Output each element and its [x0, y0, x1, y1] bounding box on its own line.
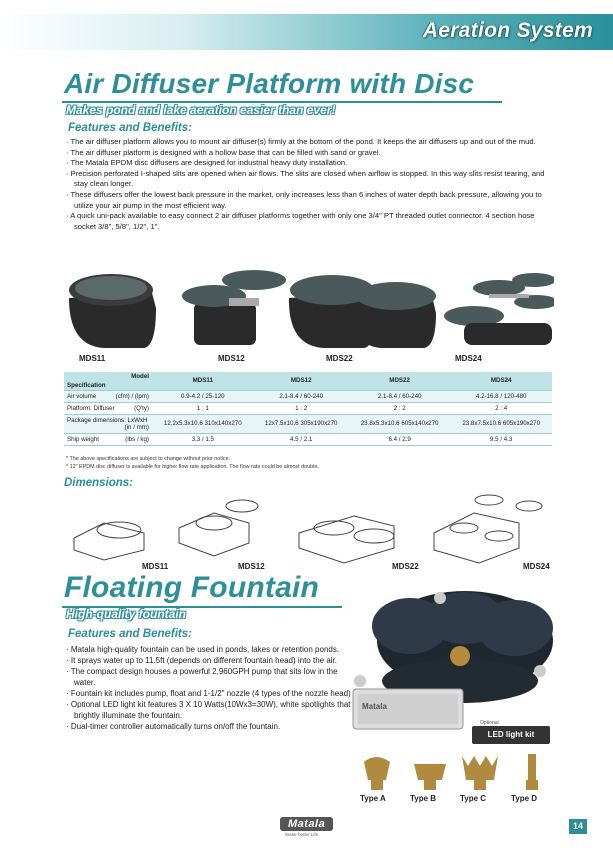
mds12-image	[182, 270, 286, 345]
table-header-model: MDS24	[450, 372, 552, 390]
feature-item: · Fountain kit includes pump, float and 1-1/2" nozzle (4 types of the nozzle head)	[66, 688, 356, 699]
diffuser-features-list	[66, 137, 556, 232]
dimensions-drawings	[64, 488, 554, 568]
table-cell: 12x7.5x10.6 305x190x270	[254, 414, 349, 433]
nozzles-image	[356, 752, 556, 792]
table-row	[64, 433, 552, 445]
table-cell: 0.9-4.2 / 25-120	[152, 390, 254, 402]
product-label-mds22: MDS22	[326, 354, 353, 363]
nozzle-label-a: Type A	[360, 794, 386, 803]
product-label-mds11: MDS11	[79, 354, 106, 363]
table-row	[64, 402, 552, 414]
feature-item: · Precision perforated I-shaped slits are opened when air flows. The slits are closed when airflow is stopped. In this way slits resist tearing, and stay clean longer.	[66, 169, 556, 190]
table-header-row	[64, 372, 552, 390]
table-header-model: MDS22	[349, 372, 451, 390]
footer-logo: Matala	[280, 817, 333, 831]
feature-item: · The compact design houses a powerful 2,960GPH pump that sits low in the water.	[66, 666, 356, 688]
dimensions-heading: Dimensions:	[64, 477, 134, 489]
feature-item: · Dual-timer controller automatically turns on/off the fountain.	[66, 721, 356, 732]
box-brand: Matala	[362, 702, 387, 711]
table-cell: 2 : 2	[349, 402, 451, 414]
table-cell: 23.8x7.5x10.6 605x190x270	[450, 414, 552, 433]
nozzle-label-b: Type B	[410, 794, 437, 803]
table-cell: 4.5 / 2.1	[254, 433, 349, 445]
diffuser-title: Air Diffuser Platform with Disc	[64, 68, 475, 99]
diffuser-products-image	[64, 268, 554, 352]
fountain-features-heading: Features and Benefits:	[68, 628, 192, 640]
note-item: * The above specifications are subject to change without prior notice.	[66, 456, 231, 462]
table-cell: 4.2-16.8 / 120-480	[450, 390, 552, 402]
header-title: Aeration System	[422, 19, 593, 42]
fountain-title: Floating Fountain	[64, 571, 320, 604]
table-cell-label: Ship weight (lbs / kg)	[64, 433, 152, 445]
table-row	[64, 414, 552, 433]
table-cell-label: Air volume (cfm) / (lpm)	[64, 390, 152, 402]
table-cell: 2.1-8.4 / 60-240	[254, 390, 349, 402]
table-cell-label: Platform: Diffuser (Q'ty)	[64, 402, 152, 414]
diffuser-subtitle: Makes pond and lake aeration easier than ever!	[66, 103, 336, 117]
model-label: Model	[131, 373, 149, 380]
feature-item: · Matala high-quality fountain can be used in ponds, lakes or retention ponds.	[66, 644, 356, 655]
mds22-image	[289, 275, 436, 348]
feature-item: · These diffusers offer the lowest back pressure in the market, only increases less than 6 inches of water depth back pressure, allowing you to utilize your air pump in the most efficient way.	[66, 190, 556, 211]
nozzle-label-d: Type D	[511, 794, 538, 803]
mds11-image	[69, 274, 156, 348]
feature-item: · The Matala EPDM disc diffusers are designed for industrial heavy duty installation.	[66, 158, 556, 169]
table-row	[64, 390, 552, 402]
table-cell: 6.4 / 2.9	[349, 433, 451, 445]
feature-item: · It sprays water up to 11.5ft (depends on different fountain head) into the air.	[66, 655, 356, 666]
mds24-image	[444, 273, 554, 345]
dimension-label-mds24: MDS24	[523, 562, 550, 571]
table-header-model: MDS12	[254, 372, 349, 390]
dimension-label-mds22: MDS22	[392, 562, 419, 571]
dimension-label-mds12: MDS12	[238, 562, 265, 571]
diffuser-features-heading: Features and Benefits:	[68, 122, 192, 134]
product-label-mds24: MDS24	[455, 354, 482, 363]
led-kit-badge: LED light kit	[472, 726, 550, 744]
page-number: 14	[569, 819, 587, 834]
table-header-spec	[64, 372, 152, 390]
table-cell: 12.2x5.3x10.6 310x140x270	[152, 414, 254, 433]
table-cell-label: Package dimensions: LxWxH (in / mm)	[64, 414, 152, 433]
table-cell: 1 : 2	[254, 402, 349, 414]
table-header-model: MDS11	[152, 372, 254, 390]
table-cell: 2 : 4	[450, 402, 552, 414]
optional-label: Optional	[480, 720, 499, 726]
feature-item: · The air diffuser platform allows you to mount air diffuser(s) firmly at the bottom of the pond. It keeps the air diffusers up and out of the mud.	[66, 137, 556, 148]
table-cell: 9.5 / 4.3	[450, 433, 552, 445]
feature-item: · Optional LED light kit features 3 X 10 Watts(10Wx3=30W), white spotlights that brightly illuminate the fountain.	[66, 699, 356, 721]
footer-tagline: Water better Life	[285, 832, 319, 837]
table-cell: 2.1-8.4 / 60-240	[349, 390, 451, 402]
table-cell: 3.3 / 1.5	[152, 433, 254, 445]
table-cell: 1 : 1	[152, 402, 254, 414]
product-label-mds12: MDS12	[218, 354, 245, 363]
spec-label: Specification	[67, 381, 106, 389]
table-cell: 23.8x5.3x10.6 605x140x270	[349, 414, 451, 433]
note-item: * 12" EPDM disc diffuser is available for higher flow rate application. The flow rate could be almost double.	[66, 463, 319, 470]
fountain-features-list	[66, 644, 356, 732]
nozzle-label-c: Type C	[460, 794, 487, 803]
fountain-subtitle: High-quality fountain	[66, 607, 186, 621]
table-notes	[66, 456, 319, 471]
feature-item: · A quick uni-pack available to easy connect 2 air diffuser platforms together with only one 3/4" PT threaded outlet connector. 4 section hose socket 3/8", 5/8", 1/2", 1".	[66, 211, 556, 232]
spec-table	[64, 372, 552, 446]
feature-item: · The air diffuser platform is designed with a hollow base that can be filled with sand or gravel.	[66, 148, 556, 159]
dimension-label-mds11: MDS11	[142, 562, 169, 571]
